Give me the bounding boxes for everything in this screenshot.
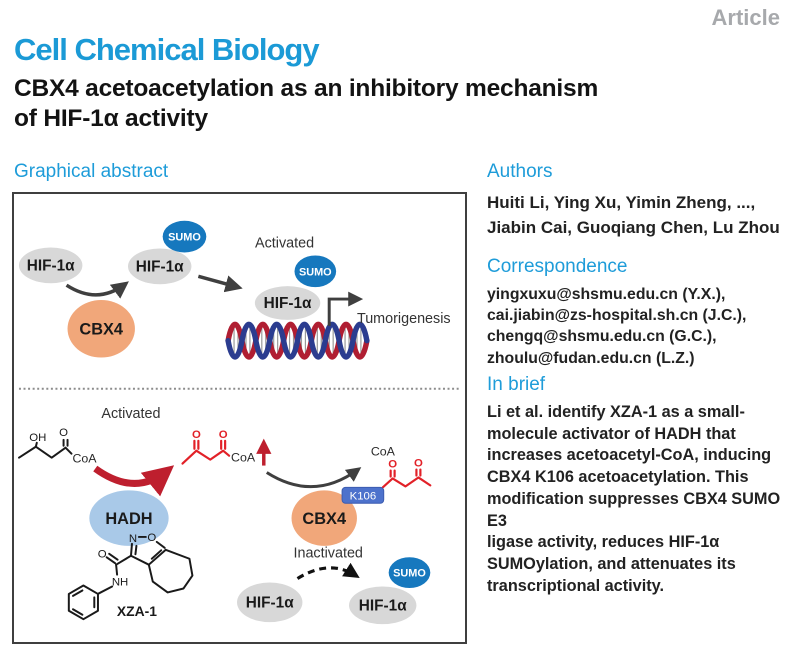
article-title-line1: CBX4 acetoacetylation as an inhibitory mechanism <box>14 75 599 102</box>
graphical-abstract-box <box>12 192 467 644</box>
blocked-sumoylation-arrow <box>297 568 355 579</box>
hydroxybutyryl-coa-molecule <box>19 427 97 466</box>
activated-label-top: Activated <box>255 235 315 252</box>
coa-label-1: CoA <box>72 451 97 466</box>
in-brief-line: modification suppresses CBX4 SUMO E3 <box>487 489 781 530</box>
authors-line: Jiabin Cai, Guoqiang Chen, Lu Zhou <box>487 218 780 237</box>
transcription-arrow <box>329 299 359 326</box>
nh-label: NH <box>111 576 129 589</box>
xza1-label: XZA-1 <box>116 603 157 620</box>
cbx4-label-2: CBX4 <box>302 510 347 529</box>
o-label-1: O <box>59 426 69 439</box>
journal-title: Cell Chemical Biology <box>14 32 319 67</box>
hif1a-label-1: HIF-1α <box>26 257 75 275</box>
in-brief-line: transcriptional activity. <box>487 576 665 595</box>
hadh-label: HADH <box>105 510 153 529</box>
hif1a-label-4: HIF-1α <box>245 594 294 612</box>
in-brief-text <box>487 402 792 597</box>
correspondence-list <box>487 284 792 369</box>
coa-label-2: CoA <box>231 450 256 465</box>
k106-acetoacetyl-group <box>342 458 430 504</box>
o-label-4: O <box>388 458 398 471</box>
in-brief-line: ligase activity, reduces HIF-1α <box>487 533 720 552</box>
activated-label-bottom: Activated <box>101 406 161 422</box>
o-label-3: O <box>218 428 228 441</box>
o-label-2: O <box>191 428 201 441</box>
graphical-abstract-figure <box>14 194 465 642</box>
coa-label-3: CoA <box>370 444 395 459</box>
article-title <box>14 74 598 133</box>
hif1a-label-3: HIF-1α <box>263 294 312 312</box>
tumorigenesis-label: Tumorigenesis <box>356 310 451 327</box>
in-brief-line: molecule activator of HADH that <box>487 424 736 443</box>
sumo-label-3: SUMO <box>393 567 426 580</box>
in-brief-line: CBX4 K106 acetoacetylation. This <box>487 468 749 487</box>
acetoacetylation-arrow <box>267 470 358 487</box>
cbx4-label-1: CBX4 <box>79 320 124 339</box>
acetoacetyl-coa-molecule <box>183 429 256 465</box>
in-brief-heading: In brief <box>487 374 546 395</box>
sumoylation-arrow <box>67 284 125 295</box>
in-brief-line: increases acetoacetyl-CoA, inducing <box>487 446 772 465</box>
k106-label: K106 <box>349 490 377 503</box>
translocation-arrow <box>198 276 238 287</box>
sumo-label-1: SUMO <box>168 231 201 244</box>
hif1a-label-5: HIF-1α <box>358 597 407 615</box>
authors-line: Huiti Li, Ying Xu, Yimin Zheng, ..., <box>487 193 756 212</box>
o-label-5: O <box>413 457 423 470</box>
in-brief-line: Li et al. identify XZA-1 as a small- <box>487 403 745 421</box>
o-label-6: O <box>147 531 157 544</box>
correspondence-email: zhoulu@fudan.edu.cn (L.Z.) <box>487 349 695 367</box>
correspondence-email: cai.jiabin@zs-hospital.sh.cn (J.C.), <box>487 307 747 325</box>
correspondence-heading: Correspondence <box>487 256 628 277</box>
dna-strand-navy <box>228 324 367 357</box>
authors-heading: Authors <box>487 161 553 182</box>
hif1a-label-2: HIF-1α <box>135 258 184 276</box>
article-title-line2: of HIF-1α activity <box>14 104 208 132</box>
oh-label: OH <box>29 431 47 444</box>
o-label-7: O <box>97 548 107 561</box>
hadh-reaction-arrow <box>95 469 167 484</box>
article-type-label: Article <box>711 5 780 30</box>
correspondence-email: chengq@shsmu.edu.cn (G.C.), <box>487 328 717 346</box>
inactivated-label: Inactivated <box>293 545 363 562</box>
authors-list <box>487 190 792 240</box>
sumo-label-2: SUMO <box>298 266 332 279</box>
correspondence-email: yingxuxu@shsmu.edu.cn (Y.X.), <box>487 286 726 303</box>
in-brief-line: SUMOylation, and attenuates its <box>487 554 736 573</box>
graphical-abstract-heading: Graphical abstract <box>14 161 169 182</box>
n-label: N <box>128 532 138 545</box>
